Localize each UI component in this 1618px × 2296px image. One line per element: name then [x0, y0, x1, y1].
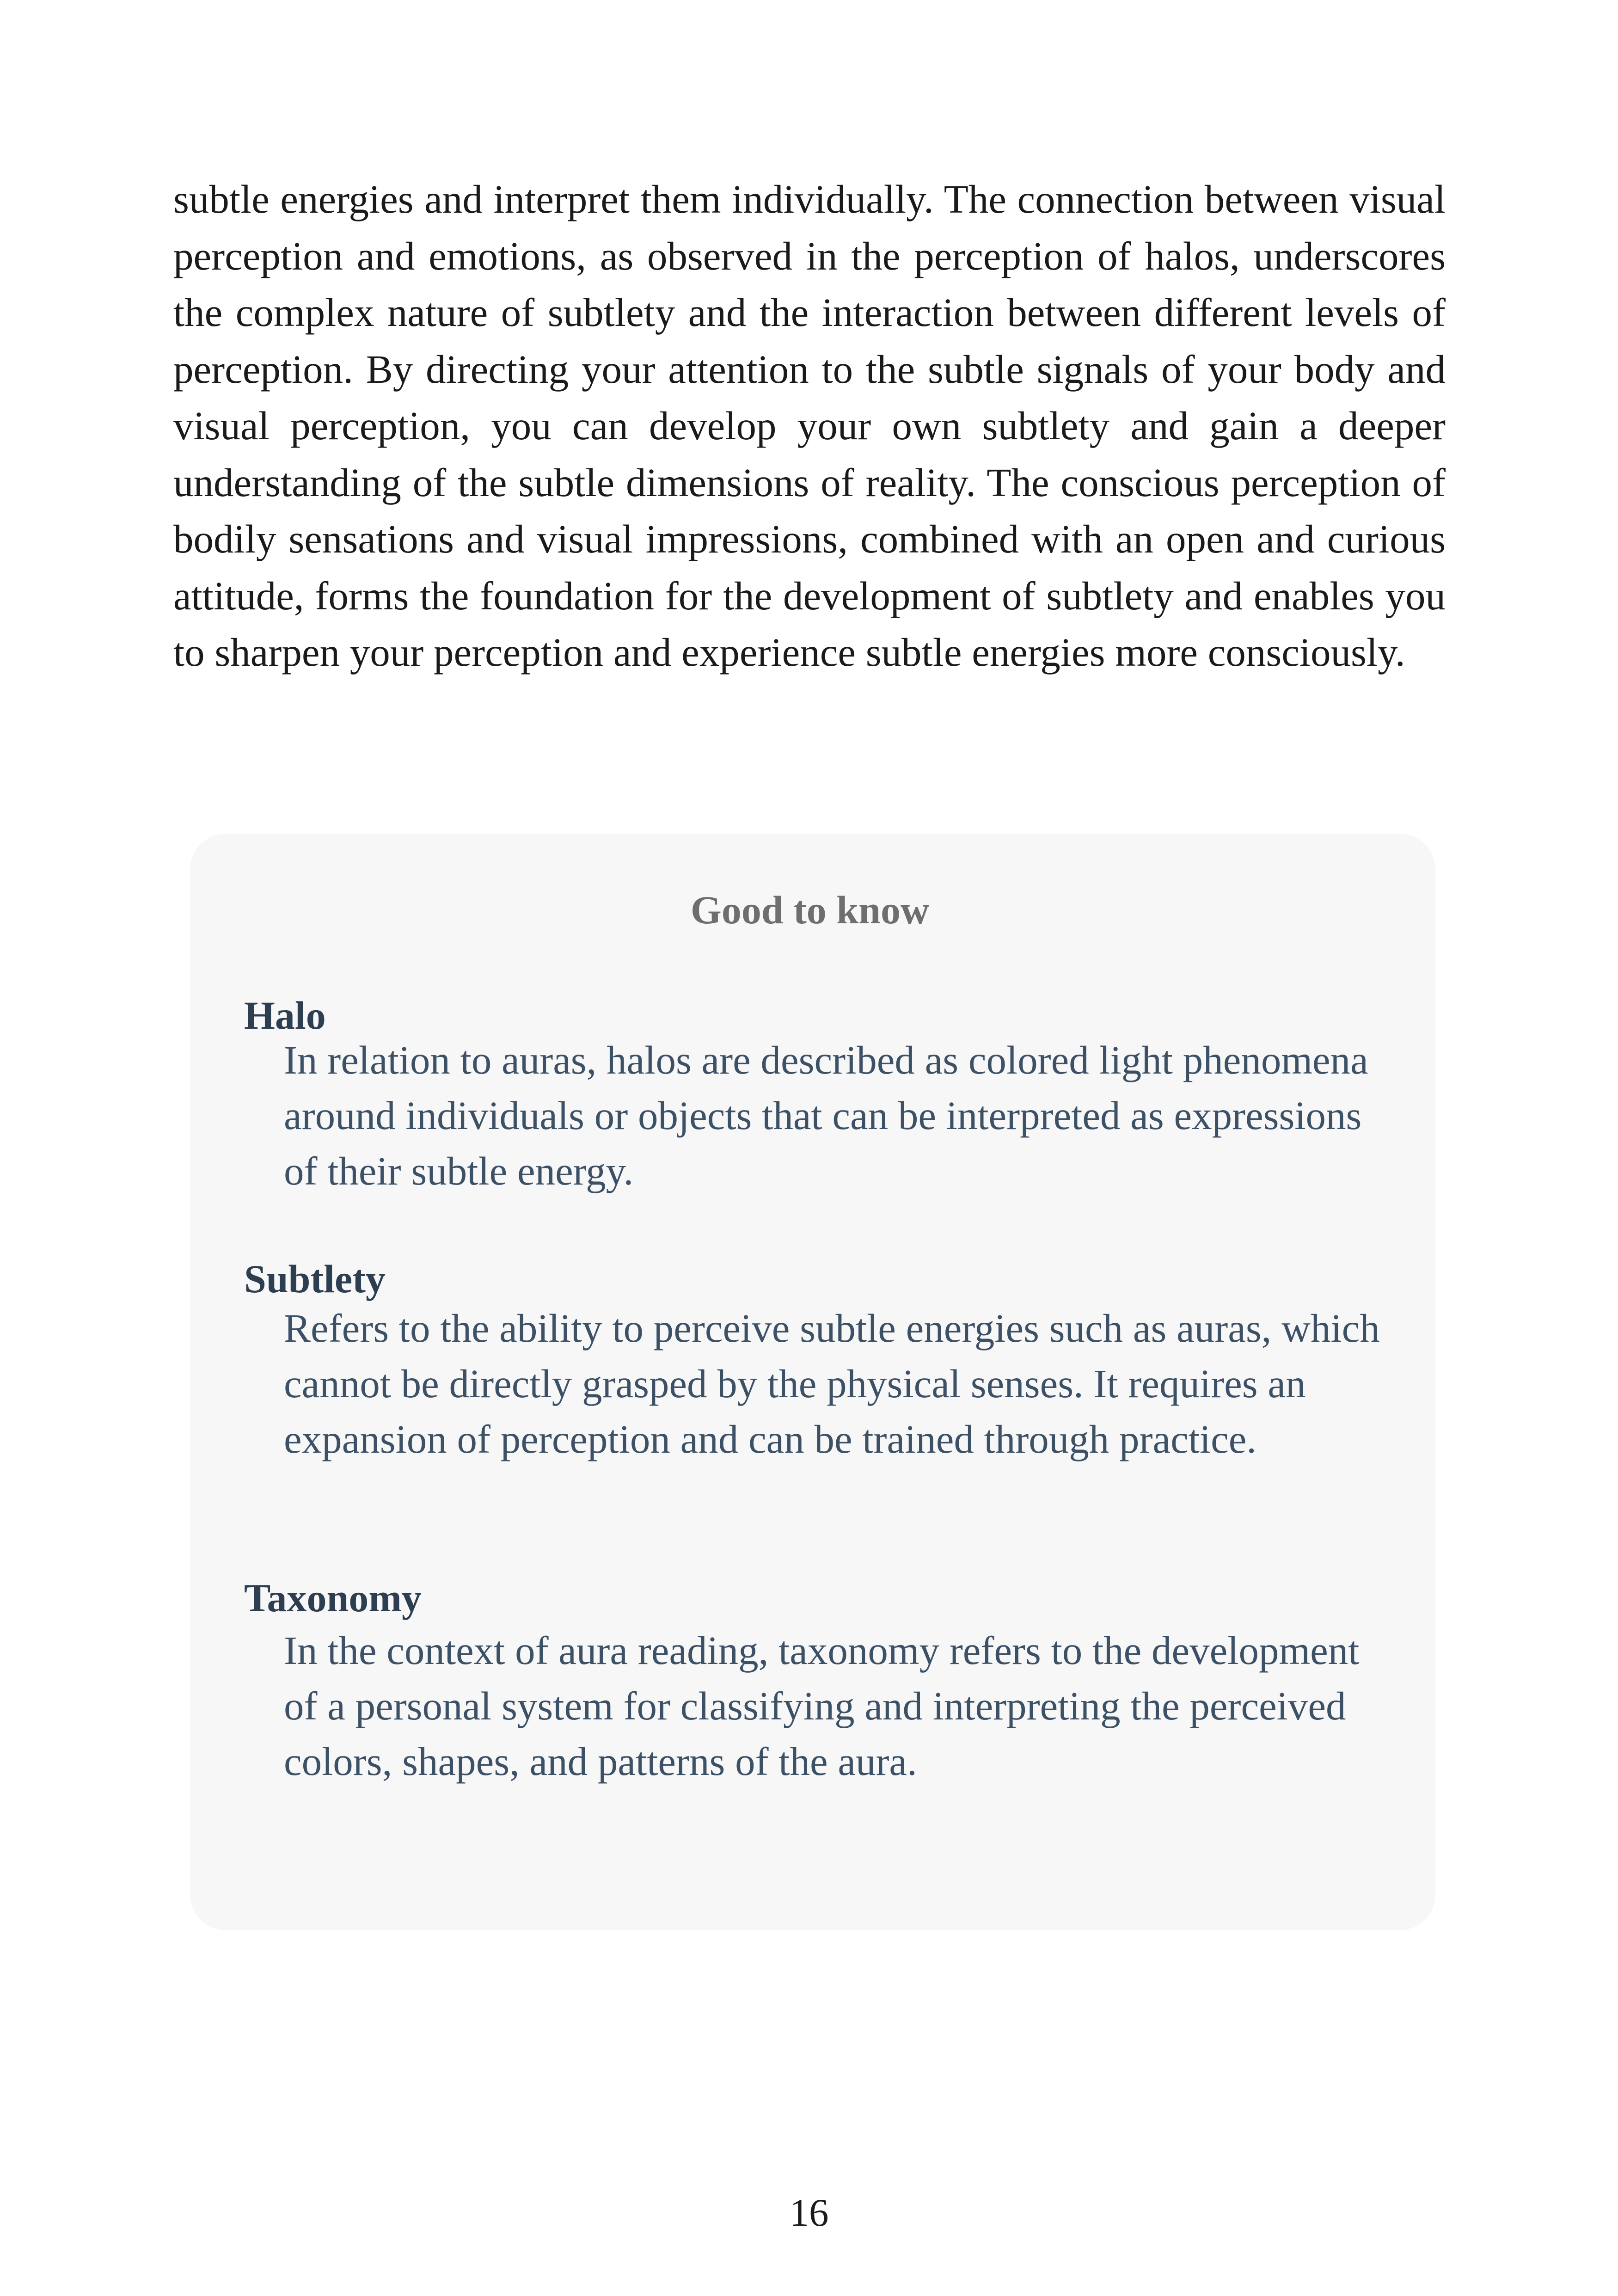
definition-subtlety: Refers to the ability to perceive subtle energies such as auras, which cannot be directly grasped by the physical senses. It requires an expansion of perception and can be trained through practice. [284, 1306, 1380, 1461]
definition-halo: In relation to auras, halos are described as colored light phenomena around individuals or objects that can be interpreted as expressions of their subtle energy. [284, 1037, 1368, 1193]
term-halo: Halo [244, 993, 326, 1037]
body-paragraph: subtle energies and interpret them individually. The connection between visual perception and emotions, as observed in the perception of halos, underscores the complex nature of subtlety and the interaction between different levels of perception. By directing your attention to the subtle signals of your body and visual perception, you can develop your own subtlety and gain a deeper understanding of the subtle dimensions of reality. The conscious perception of bodily sensations and visual impressions, combined with an open and curious attitude, forms the foundation for the development of subtlety and enables you to sharpen your perception and experience subtle energies more consciously. [173, 177, 1446, 675]
page-number: 16 [789, 2191, 829, 2235]
definition-taxonomy: In the context of aura reading, taxonomy refers to the development of a personal system for classifying and interpreting the perceived colors, shapes, and patterns of the aura. [284, 1628, 1360, 1784]
term-taxonomy: Taxonomy [244, 1576, 422, 1620]
box-title: Good to know [690, 888, 930, 932]
term-subtlety: Subtlety [244, 1257, 386, 1301]
